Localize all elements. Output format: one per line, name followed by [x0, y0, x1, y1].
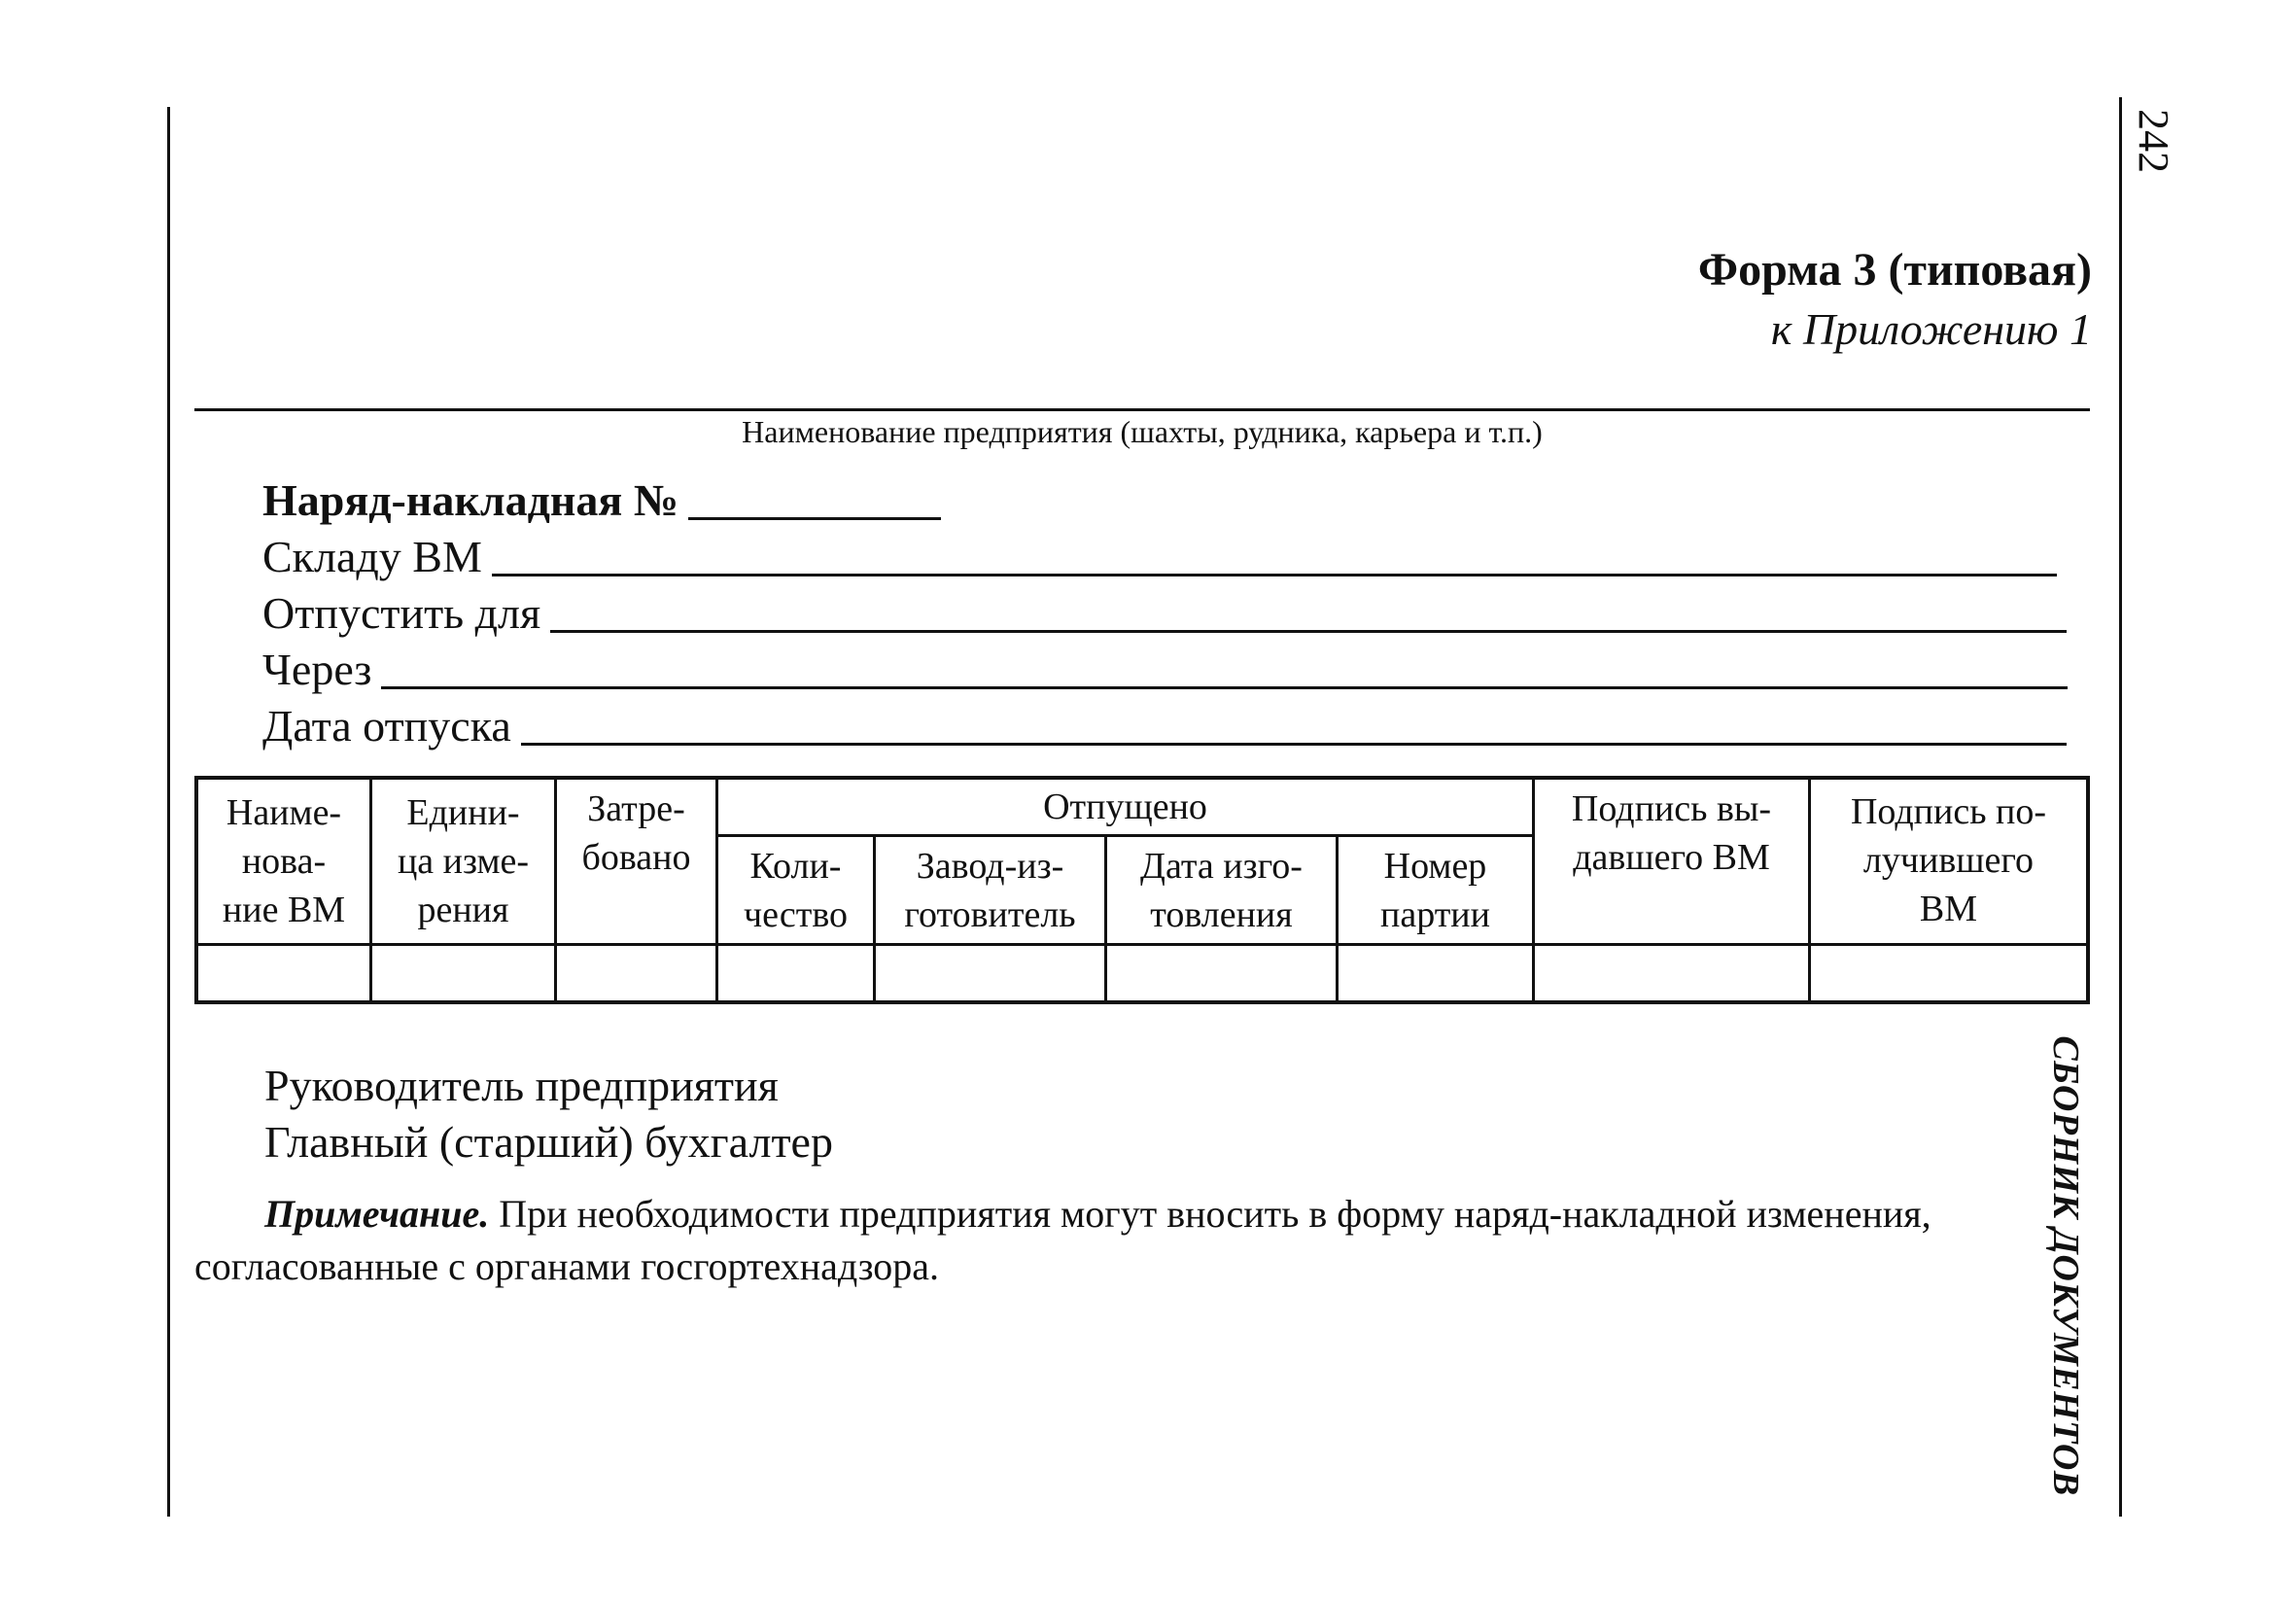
director-signer: Руководитель предприятия: [264, 1061, 779, 1110]
spine-title: СБОРНИК ДОКУМЕНТОВ: [2045, 1035, 2086, 1496]
left-margin-rule: [167, 107, 170, 1517]
warehouse-field: [262, 530, 2057, 584]
header-requested: Затре- бовано: [581, 788, 691, 878]
accountant-signer: Главный (старший) бухгалтер: [264, 1117, 833, 1167]
release-to-blank: [550, 630, 2067, 633]
spine-rule: [2119, 97, 2122, 1517]
page-number: 242: [2130, 109, 2177, 173]
release-to-field: [262, 586, 2067, 641]
header-manufacturer: Завод-из- готовитель: [904, 845, 1076, 935]
release-date-field: [262, 699, 2067, 753]
via-label: Через: [262, 645, 372, 694]
doc-number-field: [262, 473, 941, 528]
via-blank: [381, 686, 2068, 689]
header-unit: Едини- ца изме- рения: [397, 792, 530, 930]
warehouse-label: Складу ВМ: [262, 532, 482, 581]
form-title: Форма 3 (типовая): [1697, 244, 2092, 296]
note-text: При необходимости предприятия могут вносить в форму наряд-накладной изменения, согласованные с органами госгортехнадзора.: [194, 1192, 1931, 1288]
header-name: Наиме- нова- ние ВМ: [222, 792, 346, 930]
header-released: Отпущено: [1043, 786, 1207, 827]
release-table: [194, 776, 2090, 1004]
enterprise-name-line: [194, 408, 2090, 411]
header-issuer-signature: Подпись вы- давшего ВМ: [1571, 788, 1772, 878]
header-receiver-signature: Подпись по- лучившего ВМ: [1850, 791, 2047, 929]
enterprise-caption: Наименование предприятия (шахты, рудника, карьера и т.п.): [742, 414, 1543, 449]
header-batch: Номер партии: [1380, 845, 1490, 935]
release-date-blank: [521, 743, 2067, 746]
release-date-label: Дата отпуска: [262, 701, 511, 751]
release-to-label: Отпустить для: [262, 588, 541, 638]
doc-number-blank: [688, 517, 941, 520]
warehouse-blank: [492, 574, 2057, 576]
header-quantity: Коли- чество: [743, 845, 849, 935]
doc-number-label: Наряд-накладная №: [262, 475, 679, 525]
header-manufacture-date: Дата изго- товления: [1140, 845, 1303, 935]
note: [194, 1188, 2095, 1293]
via-field: [262, 643, 2068, 697]
form-subtitle: к Приложению 1: [1770, 304, 2092, 354]
table-divider: [198, 943, 2086, 946]
note-label: Примечание.: [264, 1192, 490, 1236]
